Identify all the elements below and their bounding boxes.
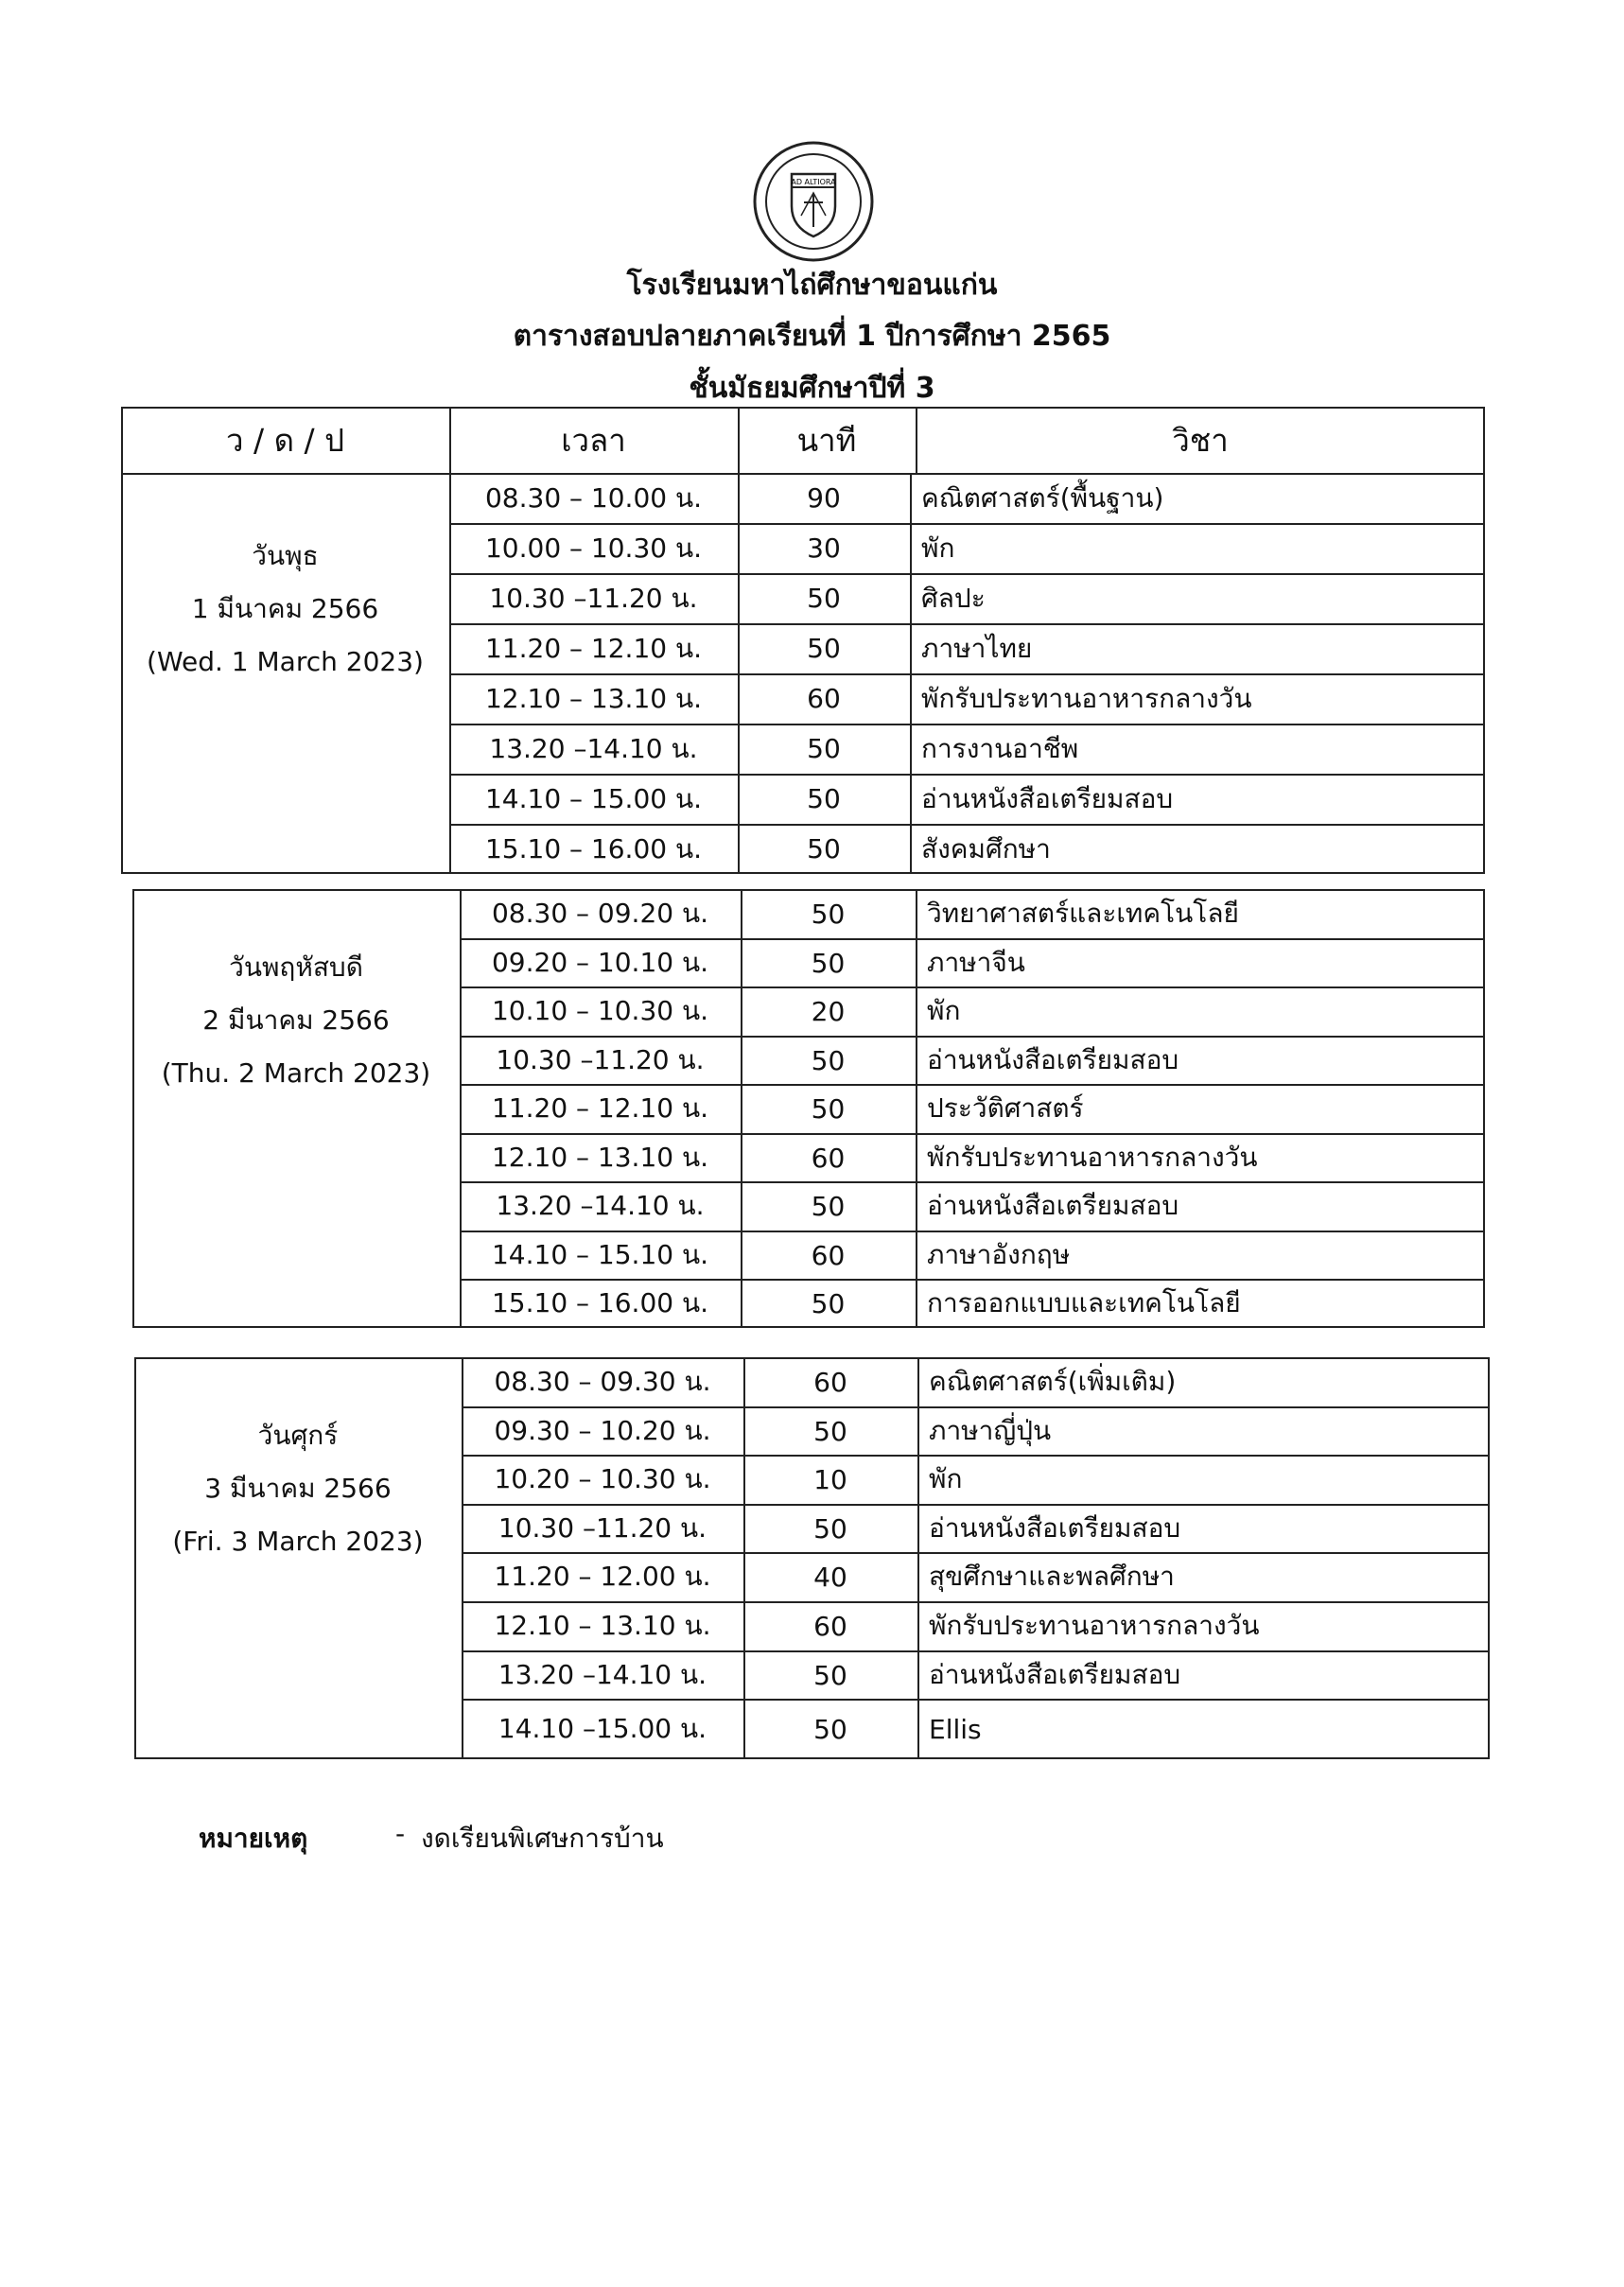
grade-title: ชั้นมัธยมศึกษาปีที่ 3 (689, 372, 935, 405)
minutes-cell: 50 (811, 1190, 846, 1222)
subject-cell: Ellis (929, 1713, 982, 1745)
day-date-th: 2 มีนาคม 2566 (202, 1004, 390, 1036)
time-cell: 15.10 – 16.00 น. (484, 832, 703, 864)
minutes-cell: 50 (811, 947, 846, 979)
day-label (121, 530, 449, 689)
subject-cell: วิทยาศาสตร์และเทคโนโลยี (927, 898, 1239, 929)
subject-cell: ประวัติศาสตร์ (927, 1092, 1084, 1124)
time-cell: 09.30 – 10.20 น. (494, 1415, 711, 1446)
day-date-th: 3 มีนาคม 2566 (204, 1473, 392, 1504)
subject-cell: สังคมศึกษา (921, 832, 1051, 864)
time-cell: 14.10 – 15.00 น. (484, 782, 703, 814)
subject-cell: อ่านหนังสือเตรียมสอบ (929, 1512, 1181, 1544)
minutes-cell: 60 (811, 1142, 846, 1174)
time-cell: 15.10 – 16.00 น. (491, 1287, 709, 1318)
time-cell: 10.00 – 10.30 น. (484, 532, 703, 564)
time-cell: 14.10 – 15.10 น. (491, 1239, 709, 1270)
subject-cell: อ่านหนังสือเตรียมสอบ (927, 1190, 1179, 1221)
minutes-cell: 50 (807, 583, 841, 614)
subject-cell: ภาษาอังกฤษ (927, 1239, 1071, 1270)
time-cell: 10.30 –11.20 น. (496, 1044, 705, 1075)
subject-cell: พักรับประทานอาหารกลางวัน (927, 1142, 1258, 1173)
header-time: เวลา (561, 421, 626, 459)
note-label: หมายเหตุ (199, 1823, 308, 1854)
time-cell: 11.20 – 12.00 น. (494, 1561, 711, 1592)
minutes-cell: 50 (811, 1044, 846, 1076)
subject-cell: พัก (929, 1463, 963, 1494)
day-weekday: วันศุกร์ (257, 1420, 339, 1451)
time-cell: 12.10 – 13.10 น. (491, 1142, 709, 1173)
day-date-en: (Fri. 3 March 2023) (172, 1526, 424, 1557)
minutes-cell: 50 (813, 1713, 847, 1745)
header-subject: วิชา (1172, 421, 1229, 459)
subject-cell: คณิตศาสตร์(เพิ่มเติม) (929, 1366, 1177, 1397)
minutes-cell: 50 (813, 1512, 847, 1545)
subject-cell: คณิตศาสตร์(พื้นฐาน) (921, 481, 1164, 514)
time-cell: 14.10 –15.00 น. (498, 1713, 707, 1744)
subject-cell: พัก (927, 995, 961, 1026)
minutes-cell: 50 (807, 833, 841, 864)
minutes-cell: 50 (811, 898, 846, 930)
time-cell: 10.10 – 10.30 น. (491, 995, 709, 1026)
time-cell: 08.30 – 10.00 น. (484, 481, 703, 514)
minutes-cell: 60 (813, 1610, 847, 1642)
time-cell: 09.20 – 10.10 น. (491, 947, 709, 978)
subject-cell: อ่านหนังสือเตรียมสอบ (921, 782, 1174, 814)
day-date-en: (Thu. 2 March 2023) (161, 1057, 431, 1089)
exam-title: ตารางสอบปลายภาคเรียนที่ 1 ปีการศึกษา 2565 (513, 320, 1111, 353)
minutes-cell: 60 (811, 1239, 846, 1271)
subject-cell: อ่านหนังสือเตรียมสอบ (927, 1044, 1179, 1075)
subject-cell: ภาษาญี่ปุ่น (929, 1415, 1052, 1446)
subject-cell: ภาษาไทย (921, 632, 1033, 664)
subject-cell: พัก (921, 532, 955, 564)
day-label (134, 1409, 462, 1568)
day-label (132, 941, 460, 1100)
day-weekday: วันพฤหัสบดี (229, 951, 363, 983)
minutes-cell: 90 (807, 482, 841, 514)
time-cell: 08.30 – 09.20 น. (491, 898, 709, 929)
time-cell: 10.20 – 10.30 น. (494, 1463, 711, 1494)
minutes-cell: 50 (813, 1415, 847, 1447)
subject-cell: การงานอาชีพ (921, 732, 1079, 764)
note-text: งดเรียนพิเศษการบ้าน (421, 1823, 664, 1854)
minutes-cell: 60 (813, 1366, 847, 1398)
day-date-th: 1 มีนาคม 2566 (191, 593, 379, 624)
minutes-cell: 50 (807, 633, 841, 664)
school-seal-logo (752, 140, 875, 263)
subject-cell: การออกแบบและเทคโนโลยี (927, 1287, 1241, 1318)
subject-cell: อ่านหนังสือเตรียมสอบ (929, 1659, 1181, 1690)
minutes-cell: 30 (807, 532, 841, 564)
header-minutes: นาที (796, 421, 857, 459)
subject-cell: สุขศึกษาและพลศึกษา (929, 1561, 1175, 1592)
time-cell: 12.10 – 13.10 น. (484, 682, 703, 714)
minutes-cell: 40 (813, 1561, 847, 1593)
subject-cell: ภาษาจีน (927, 947, 1025, 978)
time-cell: 10.30 –11.20 น. (498, 1512, 707, 1544)
time-cell: 13.20 –14.10 น. (496, 1190, 705, 1221)
logo-banner-text: AD ALTIORA (791, 178, 836, 186)
time-cell: 11.20 – 12.10 น. (491, 1092, 709, 1124)
note-dash: - (395, 1818, 406, 1849)
subject-cell: พักรับประทานอาหารกลางวัน (921, 682, 1252, 714)
day-weekday: วันพุธ (252, 540, 319, 571)
time-cell: 10.30 –11.20 น. (489, 582, 698, 614)
time-cell: 08.30 – 09.30 น. (494, 1366, 711, 1397)
minutes-cell: 50 (811, 1287, 846, 1319)
time-cell: 12.10 – 13.10 น. (494, 1610, 711, 1641)
minutes-cell: 50 (807, 783, 841, 814)
minutes-cell: 50 (807, 733, 841, 764)
minutes-cell: 50 (813, 1659, 847, 1691)
subject-cell: ศิลปะ (921, 582, 986, 614)
minutes-cell: 50 (811, 1092, 846, 1125)
subject-cell: พักรับประทานอาหารกลางวัน (929, 1610, 1260, 1641)
minutes-cell: 60 (807, 683, 841, 714)
time-cell: 13.20 –14.10 น. (498, 1659, 707, 1690)
minutes-cell: 20 (811, 995, 846, 1027)
minutes-cell: 10 (813, 1463, 847, 1495)
time-cell: 11.20 – 12.10 น. (484, 632, 703, 664)
day-date-en: (Wed. 1 March 2023) (147, 646, 424, 677)
school-name: โรงเรียนมหาไถ่ศึกษาขอนแก่น (626, 269, 998, 302)
time-cell: 13.20 –14.10 น. (489, 732, 698, 764)
header-date: ว / ด / ป (225, 421, 345, 459)
